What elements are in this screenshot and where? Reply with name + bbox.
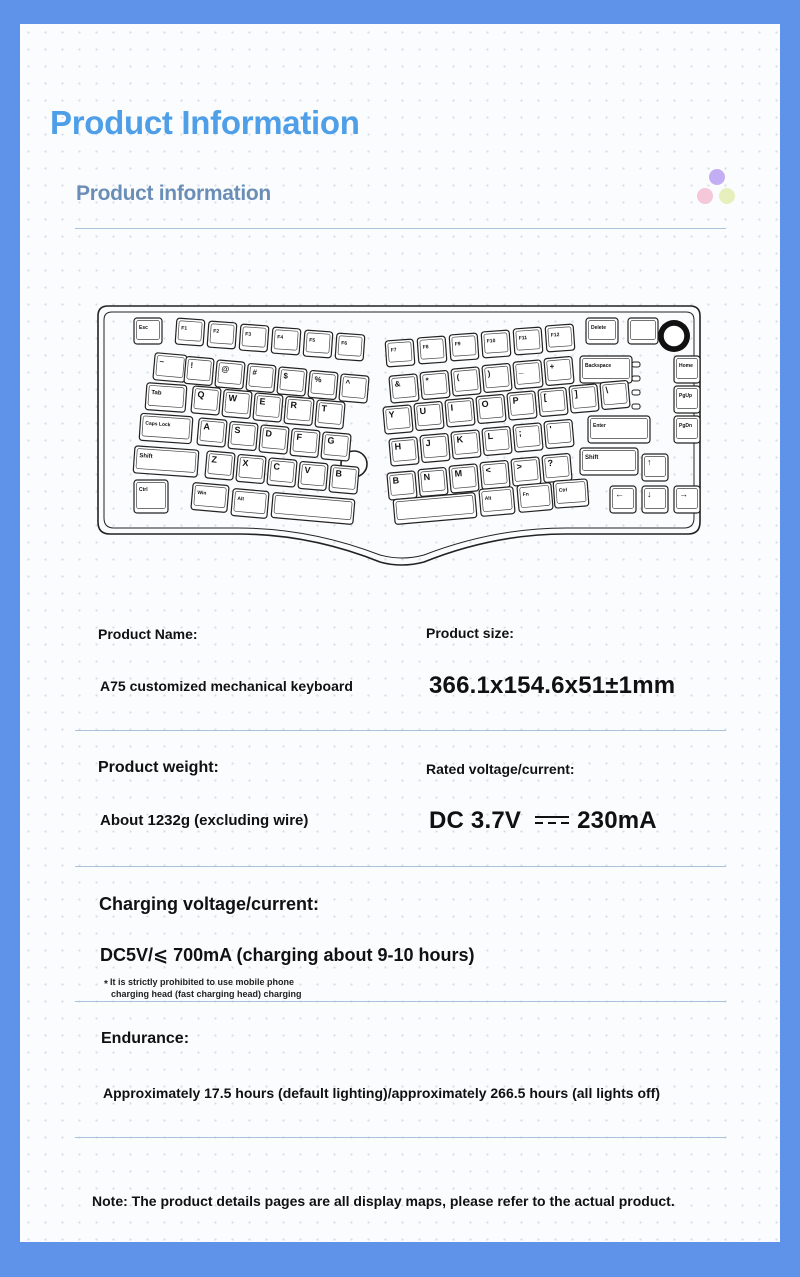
keycap-legend: ↑ xyxy=(647,457,652,467)
decor-dot-yellow xyxy=(719,188,735,204)
keycap-legend: F3 xyxy=(245,331,252,338)
keycap-legend: @ xyxy=(221,364,230,374)
keycap-legend: $ xyxy=(283,371,289,381)
key-letter xyxy=(222,389,252,418)
key-letter xyxy=(414,401,444,430)
key-letter xyxy=(383,405,413,434)
keycap-legend: # xyxy=(252,367,258,378)
key-capslock xyxy=(139,413,193,444)
key-number xyxy=(420,370,450,399)
key-letter xyxy=(513,423,543,452)
keycap-legend: M xyxy=(454,468,463,479)
key-delete xyxy=(586,318,618,344)
product-weight-value: About 1232g (excluding wire) xyxy=(100,812,309,829)
divider xyxy=(75,1137,726,1138)
key-number xyxy=(246,363,276,392)
keycap-legend: F11 xyxy=(518,335,528,342)
key-letter xyxy=(259,425,289,454)
key-number xyxy=(184,356,214,385)
key-fn xyxy=(175,318,205,346)
keycap-legend: Ctrl xyxy=(139,487,148,493)
keycap-legend: I xyxy=(450,402,454,413)
key-letter xyxy=(480,460,510,489)
keycap-legend: F10 xyxy=(486,338,496,345)
keycap-legend: Q xyxy=(197,389,205,400)
keycap-legend: F6 xyxy=(341,340,348,347)
key-number xyxy=(215,360,245,389)
product-info-card xyxy=(20,24,780,1242)
divider xyxy=(75,730,726,731)
key-letter xyxy=(387,471,417,500)
key-letter xyxy=(445,398,475,427)
keycap-legend: T xyxy=(321,403,328,414)
charging-label: Charging voltage/current: xyxy=(99,894,320,914)
key-backspace xyxy=(580,356,632,383)
product-size-label: Product size: xyxy=(426,625,514,641)
keycap-legend: F5 xyxy=(309,337,316,344)
key-number xyxy=(339,374,369,403)
key-fn xyxy=(449,333,479,361)
keycap-legend: ; xyxy=(518,427,522,438)
indicator-led xyxy=(632,376,640,381)
key-number xyxy=(308,370,338,399)
key-letter xyxy=(205,451,235,480)
key-letter xyxy=(191,386,221,415)
keycap-legend: ↓ xyxy=(647,489,652,499)
key-fn xyxy=(513,327,543,355)
key-number xyxy=(544,356,574,385)
rated-voltage-value xyxy=(429,807,657,835)
key-fn xyxy=(335,333,365,361)
keycap-legend: % xyxy=(314,374,322,385)
key-fn xyxy=(271,327,301,355)
key-letter xyxy=(298,461,328,490)
keycap-legend: ( xyxy=(456,372,460,382)
keycap-legend: ' xyxy=(549,424,553,435)
keycap-legend: Enter xyxy=(593,423,606,429)
keycap-legend: X xyxy=(242,457,249,469)
keycap-legend: F1 xyxy=(181,325,188,332)
key-letter xyxy=(389,437,419,466)
key-pgdn xyxy=(674,416,700,443)
keycap-legend: N xyxy=(423,471,431,483)
keycap-legend: Esc xyxy=(139,325,148,331)
keycap-legend: Ctrl xyxy=(558,487,568,494)
keycap-legend: F8 xyxy=(422,344,429,351)
endurance-value: Approximately 17.5 hours (default lighting)/approximately 266.5 hours (all lights off) xyxy=(103,1085,660,1101)
keycap-legend: R xyxy=(290,399,298,411)
product-name-value: A75 customized mechanical keyboard xyxy=(100,678,353,694)
keycap-legend: F xyxy=(296,431,303,443)
keycap-legend: ) xyxy=(487,369,491,379)
section-subtitle: Product information xyxy=(76,182,271,205)
key-shift xyxy=(580,448,638,475)
keycap-legend: * xyxy=(425,376,430,386)
keycap-legend: F2 xyxy=(213,328,220,335)
key-letter xyxy=(290,428,320,457)
keycap-legend: U xyxy=(419,405,427,417)
key-number xyxy=(153,353,187,383)
keycap-legend: F7 xyxy=(390,347,397,354)
key-blank xyxy=(628,318,658,344)
key-arrow-right xyxy=(674,486,700,513)
keyboard-line-drawing xyxy=(94,302,706,572)
key-arrow-up xyxy=(642,454,668,481)
product-weight-label: Product weight: xyxy=(98,759,219,776)
key-alt xyxy=(479,487,515,517)
divider xyxy=(75,1001,726,1002)
charging-warning-line-1: It is strictly prohibited to use mobile phone xyxy=(110,977,295,987)
key-pgup xyxy=(674,386,700,413)
keycap-legend: Delete xyxy=(591,325,607,331)
keycap-legend: Alt xyxy=(484,495,492,503)
keycap-legend: Caps Lock xyxy=(145,420,171,429)
keycap-legend: PgUp xyxy=(679,393,693,399)
keycap-legend: → xyxy=(679,489,688,499)
keycap-legend: V xyxy=(304,464,311,476)
divider xyxy=(75,866,726,867)
key-letter xyxy=(228,421,258,450)
key-number xyxy=(277,367,307,396)
keycap-legend: F4 xyxy=(277,334,284,341)
keycap-legend: Fn xyxy=(522,491,530,499)
rated-voltage-label: Rated voltage/current: xyxy=(426,761,575,777)
key-letter xyxy=(321,432,351,461)
keycap-legend: S xyxy=(234,424,241,436)
keycap-legend: B xyxy=(335,468,343,479)
key-win xyxy=(191,482,229,512)
key-alt xyxy=(231,488,269,518)
key-letter xyxy=(420,433,450,462)
key-letter xyxy=(544,419,574,448)
keycap-legend: ~ xyxy=(159,357,165,367)
keycap-legend: L xyxy=(487,430,494,442)
keycap-legend: Win xyxy=(197,489,207,497)
product-size-value: 366.1x154.6x51±1mm xyxy=(429,672,676,699)
key-letter xyxy=(267,458,297,487)
key-arrow-left xyxy=(610,486,636,513)
key-letter xyxy=(542,453,572,482)
key-ctrl xyxy=(134,480,168,513)
key-letter xyxy=(315,400,345,429)
keycap-legend: Y xyxy=(388,409,395,420)
indicator-led xyxy=(632,362,640,367)
key-letter xyxy=(253,393,283,422)
divider xyxy=(75,228,726,229)
decor-dot-pink xyxy=(697,188,713,204)
keycap-legend: Z xyxy=(211,454,218,465)
key-fn xyxy=(303,330,333,358)
charging-value: DC5V/⩽ 700mA (charging about 9-10 hours) xyxy=(100,945,475,965)
key-letter xyxy=(482,426,512,455)
keycap-legend: F9 xyxy=(454,341,461,348)
keycap-legend: [ xyxy=(543,392,547,403)
key-space xyxy=(271,492,355,524)
key-letter xyxy=(284,396,314,425)
key-fn xyxy=(417,336,447,364)
volume-knob xyxy=(658,320,690,352)
keycap-legend: G xyxy=(327,435,335,446)
indicator-led xyxy=(632,404,640,409)
keycap-legend: ] xyxy=(574,388,578,399)
key-letter xyxy=(511,457,541,486)
product-name-label: Product Name: xyxy=(98,626,198,642)
keycap-legend: PgDn xyxy=(679,423,693,429)
decor-dot-purple xyxy=(709,169,725,185)
key-letter xyxy=(329,465,359,494)
key-arrow-down xyxy=(642,486,668,513)
endurance-label: Endurance: xyxy=(101,1030,190,1047)
keycap-legend: _ xyxy=(518,365,524,375)
keycap-legend: K xyxy=(456,434,464,445)
key-letter xyxy=(476,394,506,423)
keycap-legend: Shift xyxy=(585,455,599,461)
keycap-legend: ^ xyxy=(345,378,351,388)
key-letter xyxy=(600,380,630,409)
keycap-legend: ? xyxy=(547,457,554,469)
keycap-legend: Backspace xyxy=(585,363,612,369)
key-tab xyxy=(145,383,187,413)
key-enter xyxy=(588,416,650,443)
keycap-legend: P xyxy=(512,395,519,406)
key-number xyxy=(451,367,481,396)
rated-voltage-value-current: 230mA xyxy=(577,807,657,834)
charging-warning-line-2: charging head (fast charging head) charging xyxy=(111,989,302,999)
key-shift xyxy=(133,446,199,477)
key-number xyxy=(513,360,543,389)
key-letter xyxy=(197,418,227,447)
page-title: Product Information xyxy=(50,104,360,141)
keycap-legend: ← xyxy=(615,489,624,499)
key-ctrl xyxy=(553,479,589,508)
key-home xyxy=(674,356,700,383)
indicator-led xyxy=(632,390,640,395)
keycap-legend: C xyxy=(273,461,281,472)
key-letter xyxy=(538,387,568,416)
keycap-legend: B xyxy=(392,475,400,486)
key-fn xyxy=(481,330,511,358)
keycap-legend: W xyxy=(228,392,238,404)
keycap-legend: Shift xyxy=(139,453,153,461)
key-letter xyxy=(236,454,266,483)
charging-warning xyxy=(104,976,302,1000)
key-letter xyxy=(449,464,479,493)
rated-voltage-value-volts: DC 3.7V xyxy=(429,807,522,834)
key-fn xyxy=(545,324,575,352)
key-esc xyxy=(134,318,162,344)
keycap-legend: Home xyxy=(679,363,693,369)
key-number xyxy=(389,374,419,403)
keycap-legend: Alt xyxy=(237,495,245,503)
keycap-legend: D xyxy=(265,428,273,439)
key-letter xyxy=(569,384,599,413)
keycap-legend: O xyxy=(481,398,489,410)
keycap-legend: J xyxy=(425,437,431,449)
keycap-legend: < xyxy=(485,464,492,476)
keycap-legend: \ xyxy=(605,385,609,396)
key-fn xyxy=(385,339,415,367)
keycap-legend: & xyxy=(394,379,401,389)
keycap-legend: A xyxy=(203,421,211,432)
footer-note: Note: The product details pages are all display maps, please refer to the actual product. xyxy=(92,1193,675,1209)
keycap-legend: ! xyxy=(190,360,194,370)
keycap-legend: + xyxy=(549,361,555,372)
key-fn xyxy=(207,321,237,349)
key-letter xyxy=(451,430,481,459)
key-letter xyxy=(507,391,537,420)
key-letter xyxy=(418,467,448,496)
warning-star: * xyxy=(104,979,108,990)
keycap-legend: F12 xyxy=(550,332,560,339)
keycap-legend: H xyxy=(394,441,402,452)
key-fn-mod xyxy=(517,483,553,513)
key-number xyxy=(482,363,512,392)
dc-current-icon xyxy=(535,814,569,826)
keycap-legend: E xyxy=(259,396,266,407)
keycap-legend: Tab xyxy=(151,389,162,397)
key-fn xyxy=(239,324,269,352)
keycap-legend: > xyxy=(516,461,523,472)
